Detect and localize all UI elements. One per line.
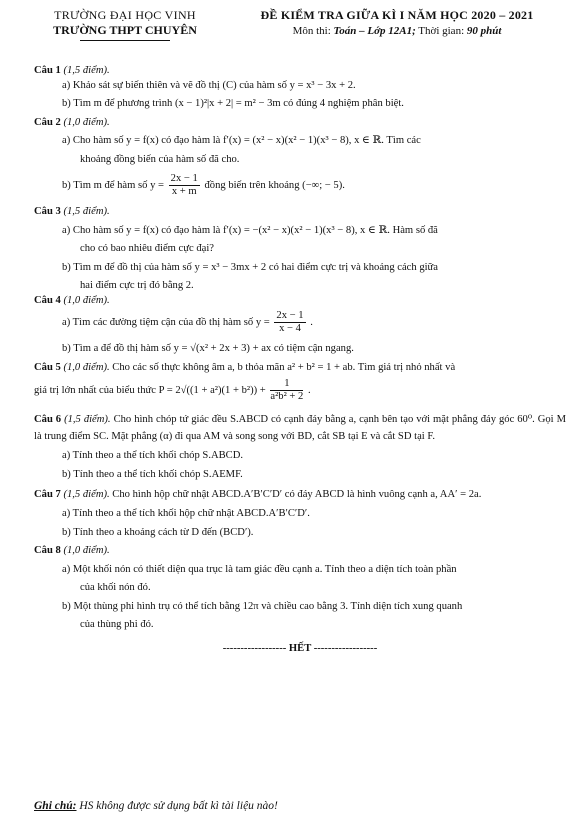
question-5-numerator: 1 bbox=[270, 378, 303, 391]
question-5-title: Câu 5 bbox=[34, 361, 61, 373]
question-8a-line2: của khối nón đó. bbox=[80, 582, 151, 593]
question-6a: a) Tính theo a thể tích khối chóp S.ABCD. bbox=[62, 450, 244, 461]
question-5-text1: Cho các số thực không âm a, b thỏa mãn a² + b² = 1 + ab. Tìm giá trị nhỏ nhất và bbox=[112, 361, 456, 373]
question-4-points: (1,0 điểm). bbox=[63, 294, 110, 306]
question-2a-line1: a) Cho hàm số y = f(x) có đạo hàm là f′(x) = (x² − x)(x² − 1)(x³ − 8), x ∈ ℝ. Tìm các bbox=[62, 135, 421, 146]
question-1b: b) Tìm m để phương trình (x − 1)²|x + 2| = m² − 3m có đúng 4 nghiệm phân biệt. bbox=[62, 98, 404, 109]
question-5-points: (1,0 điểm). bbox=[63, 361, 110, 373]
exam-info-prefix: Môn thi: bbox=[292, 25, 334, 37]
question-6-title: Câu 6 bbox=[34, 414, 62, 425]
header-underline bbox=[80, 40, 170, 41]
question-1-points: (1,5 điểm). bbox=[63, 65, 110, 76]
question-2b-numerator: 2x − 1 bbox=[170, 173, 198, 185]
question-6-text: Cho hình chóp tứ giác đều S.ABCD có cạnh đáy bằng a, cạnh bên tạo với mặt phẳng đáy góc 60⁰. Gọi M là trung điểm SC. Mặt phẳng (α) đi qua AM và song song với BD, cắt SB tại E và cắt SD tại F. bbox=[34, 414, 566, 442]
question-6b: b) Tính theo a thể tích khối chóp S.AEMF. bbox=[62, 468, 243, 480]
question-4-heading bbox=[34, 294, 566, 309]
question-5-denominator: a²b² + 2 bbox=[270, 391, 304, 403]
question-2-heading bbox=[34, 116, 566, 131]
question-2b-fraction bbox=[169, 173, 200, 198]
school-header bbox=[20, 8, 230, 41]
question-6-stem bbox=[34, 411, 566, 445]
note-text: HS không được sử dụng bất kì tài liệu nào! bbox=[76, 800, 278, 812]
question-8a-line1: a) Một khối nón có thiết diện qua trục là tam giác đều cạnh a. Tính theo a diện tích toàn phần bbox=[62, 563, 457, 575]
question-2-points: (1,0 điểm). bbox=[63, 116, 110, 128]
question-8b-line1: b) Một thùng phi hình trụ có thể tích bằng 12π và chiều cao bằng 3. Tính diện tích xung quanh bbox=[62, 600, 463, 612]
question-6-points: (1,5 điểm). bbox=[64, 414, 111, 425]
question-5-fraction bbox=[270, 378, 303, 403]
exam-time-prefix: Thời gian: bbox=[415, 25, 467, 37]
exam-info bbox=[232, 25, 562, 37]
question-7a: a) Tính theo a thể tích khối hộp chữ nhật ABCD.A′B′C′D′. bbox=[62, 508, 310, 519]
question-4a-denominator: x − 4 bbox=[279, 323, 301, 335]
question-2-title: Câu 2 bbox=[34, 116, 61, 128]
exam-title: ĐỀ KIỂM TRA GIỮA KÌ I NĂM HỌC 2020 – 2021 bbox=[260, 8, 534, 22]
question-8b-line2: của thùng phi đó. bbox=[80, 619, 154, 630]
question-8-title: Câu 8 bbox=[34, 545, 61, 556]
question-3b-line1: b) Tìm m để đồ thị của hàm số y = x³ − 3mx + 2 có hai điểm cực trị và khoảng cách giữa bbox=[62, 261, 439, 273]
question-4a-fraction bbox=[274, 310, 305, 335]
question-8-heading bbox=[34, 544, 566, 559]
question-1-title: Câu 1 bbox=[34, 65, 61, 76]
question-5-line1 bbox=[34, 361, 566, 376]
question-5-text2-pre: giá trị lớn nhất của biểu thức P = 2√((1 + a²)(1 + b²)) + bbox=[34, 385, 266, 396]
end-marker: ------------------ HẾT ------------------ bbox=[222, 642, 378, 654]
question-3-points: (1,5 điểm). bbox=[63, 206, 110, 217]
question-3-title: Câu 3 bbox=[34, 206, 61, 217]
exam-subject: Toán – Lớp 12A1; bbox=[333, 25, 416, 37]
question-4-title: Câu 4 bbox=[34, 294, 61, 306]
exam-time: 90 phút bbox=[466, 25, 502, 37]
exam-body bbox=[34, 64, 566, 654]
question-2a-line2: khoảng đồng biến của hàm số đã cho. bbox=[80, 153, 240, 165]
question-4a-post: . bbox=[310, 317, 313, 328]
question-4b: b) Tìm a để đồ thị hàm số y = √(x² + 2x + 3) + ax có tiệm cận ngang. bbox=[62, 343, 354, 354]
school-name-university: TRƯỜNG ĐẠI HỌC VINH bbox=[54, 8, 196, 22]
question-4a-pre: a) Tìm các đường tiệm cận của đồ thị hàm số y = bbox=[62, 317, 270, 328]
question-4a bbox=[34, 308, 566, 338]
question-5-line2 bbox=[34, 375, 566, 407]
question-3a-line1: a) Cho hàm số y = f(x) có đạo hàm là f′(x) = −(x² − x)(x² − 1)(x³ − 8), x ∈ ℝ. Hàm số đã bbox=[62, 224, 438, 236]
question-8-points: (1,0 điểm). bbox=[63, 545, 110, 556]
question-5-text2-post: . bbox=[308, 385, 311, 396]
question-7-text: Cho hình hộp chữ nhật ABCD.A′B′C′D′ có đáy ABCD là hình vuông cạnh a, AA′ = 2a. bbox=[112, 489, 482, 500]
question-1-heading bbox=[34, 64, 566, 79]
question-4a-numerator: 2x − 1 bbox=[276, 310, 304, 322]
question-3b-line2: hai điểm cực trị đó bằng 2. bbox=[80, 280, 194, 291]
question-7b: b) Tính theo a khoảng cách từ D đến (BCD′). bbox=[62, 526, 254, 538]
question-7-title: Câu 7 bbox=[34, 489, 61, 500]
question-3a-line2: cho có bao nhiêu điểm cực đại? bbox=[80, 243, 214, 254]
question-2b-post: đồng biến trên khoảng (−∞; − 5). bbox=[204, 180, 345, 191]
question-7-points: (1,5 điểm). bbox=[63, 489, 110, 500]
footer-note bbox=[34, 800, 278, 812]
question-2b-denominator: x + m bbox=[171, 186, 197, 198]
question-2b-pre: b) Tìm m để hàm số y = bbox=[62, 180, 164, 191]
note-label: Ghi chú: bbox=[34, 800, 77, 812]
question-3-heading bbox=[34, 205, 566, 220]
exam-header bbox=[232, 8, 562, 37]
question-2b bbox=[34, 171, 566, 201]
question-7-stem bbox=[34, 486, 566, 503]
school-name-highschool: TRƯỜNG THPT CHUYÊN bbox=[53, 23, 197, 37]
question-1a: a) Khảo sát sự biến thiên và vẽ đồ thị (C) của hàm số y = x³ − 3x + 2. bbox=[62, 79, 356, 91]
